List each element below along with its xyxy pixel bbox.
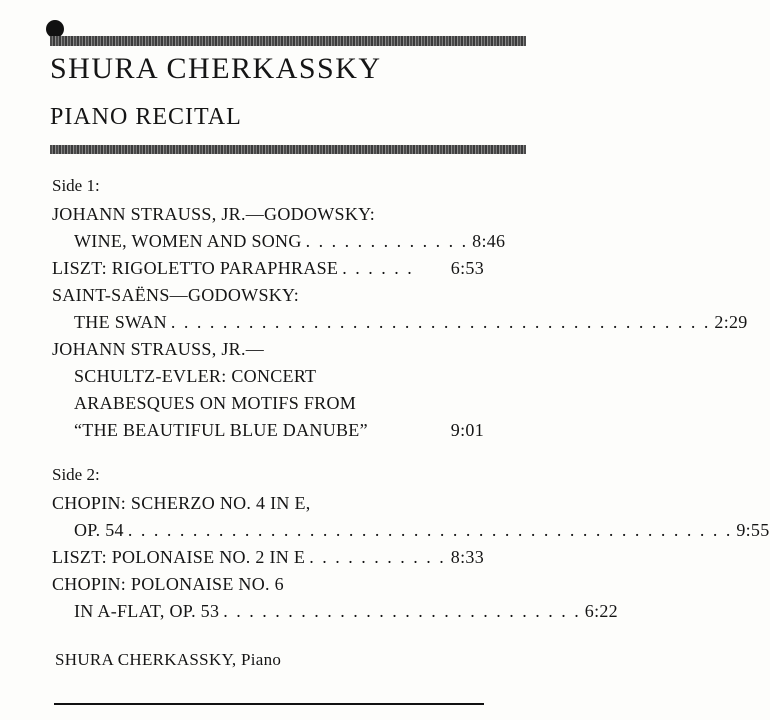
track-text: JOHANN STRAUSS, JR.— xyxy=(52,339,265,359)
side-1-line-6 xyxy=(52,337,484,361)
dot-leader: . . . . . . . . . . . . . . . . . . . . . . . . . . . . xyxy=(223,601,581,621)
artist-title: SHURA CHERKASSKY xyxy=(50,52,382,85)
track-text: SAINT-SAËNS—GODOWSKY: xyxy=(52,285,299,305)
dot-leader: . . . . . . . . . . . xyxy=(309,547,446,567)
track-duration: 9:01 xyxy=(450,420,484,440)
side-2-line-5 xyxy=(74,599,618,623)
side-2-line-1 xyxy=(52,491,484,515)
track-text: LISZT: POLONAISE NO. 2 IN E xyxy=(52,547,306,567)
side-1-line-7 xyxy=(74,364,484,388)
track-duration: 6:53 xyxy=(450,258,484,278)
side-2-line-2 xyxy=(74,518,770,542)
album-subtitle: PIANO RECITAL xyxy=(50,104,242,130)
track-text: OP. 54 xyxy=(74,520,124,540)
track-text: SCHULTZ-EVLER: CONCERT xyxy=(74,366,317,386)
track-text: THE SWAN xyxy=(74,312,167,332)
bottom-rule xyxy=(54,703,484,705)
side-1-line-5 xyxy=(74,310,748,334)
track-duration: 9:55 xyxy=(736,520,770,540)
top-textured-bar xyxy=(50,36,526,46)
track-text: CHOPIN: SCHERZO NO. 4 IN E, xyxy=(52,493,311,513)
dot-leader: . . . . . . . . . . . . . xyxy=(305,231,469,251)
dot-leader: . . . . . . . . . . . . . . . . . . . . . . . . . . . . . . . . . . . . . . . . . . . . . . . xyxy=(127,520,733,540)
side-1-line-4 xyxy=(52,283,484,307)
middle-textured-bar xyxy=(50,145,526,154)
performer-credit: SHURA CHERKASSKY, Piano xyxy=(55,650,282,669)
track-text: IN A-FLAT, OP. 53 xyxy=(74,601,220,621)
track-duration: 6:22 xyxy=(584,601,618,621)
track-text: ARABESQUES ON MOTIFS FROM xyxy=(74,393,357,413)
side-1-line-9 xyxy=(74,418,484,442)
track-text: LISZT: RIGOLETTO PARAPHRASE xyxy=(52,258,339,278)
side-1-line-1 xyxy=(52,202,484,226)
track-text: “THE BEAUTIFUL BLUE DANUBE” xyxy=(74,420,368,440)
track-duration: 8:33 xyxy=(450,547,484,567)
side-2-line-4 xyxy=(52,572,484,596)
side-2-line-3 xyxy=(52,545,484,569)
side-1-label: Side 1: xyxy=(52,176,100,195)
track-text: JOHANN STRAUSS, JR.—GODOWSKY: xyxy=(52,204,376,224)
side-1-line-3 xyxy=(52,256,484,280)
dot-leader: . . . . . . . . . . . . . . . . . . . . . . . . . . . . . . . . . . . . . . . . . . xyxy=(170,312,711,332)
track-duration: 2:29 xyxy=(714,312,748,332)
track-duration: 8:46 xyxy=(472,231,506,251)
side-1-line-8 xyxy=(74,391,484,415)
track-text: CHOPIN: POLONAISE NO. 6 xyxy=(52,574,284,594)
side-1-line-2 xyxy=(74,229,506,253)
track-text: WINE, WOMEN AND SONG xyxy=(74,231,302,251)
dot-leader: . . . . . . xyxy=(342,258,414,278)
side-2-label: Side 2: xyxy=(52,465,100,484)
